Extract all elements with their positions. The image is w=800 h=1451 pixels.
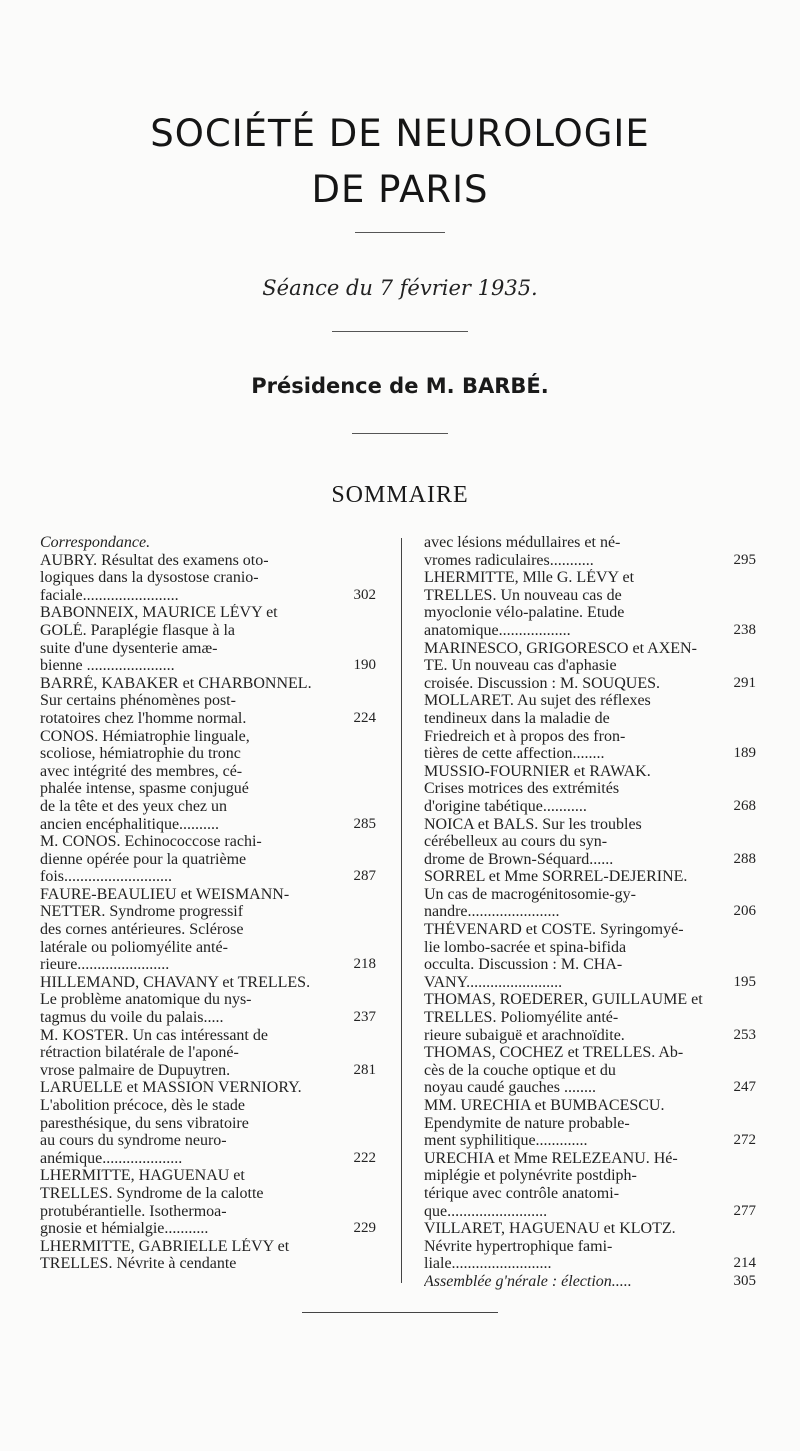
entry-line: LHERMITTE, HAGUENAU et xyxy=(40,1167,245,1185)
page-number: 218 xyxy=(353,956,376,973)
summary-left-column xyxy=(40,534,376,1273)
entry-line: ancien encéphalitique.......... xyxy=(40,815,220,833)
page-number: 229 xyxy=(353,1220,376,1237)
presidence-rule xyxy=(352,433,448,434)
entry-line: GOLÉ. Paraplégie flasque à la xyxy=(40,621,236,639)
entry-line: TRELLES. Poliomyélite anté- xyxy=(424,1009,619,1027)
entry-line: miplégie et polynévrite postdiph- xyxy=(424,1167,637,1185)
entry-line: M. KOSTER. Un cas intéressant de xyxy=(40,1026,268,1044)
entry-line: lie lombo-sacrée et spina-bifida xyxy=(424,938,627,956)
entry-line: rotatoires chez l'homme normal. xyxy=(40,709,247,727)
summary-entry xyxy=(40,833,376,886)
page-number: 272 xyxy=(733,1132,756,1149)
page-number: 268 xyxy=(733,797,756,814)
page-number: 214 xyxy=(733,1255,756,1272)
entry-line: M. CONOS. Echinococcose rachi- xyxy=(40,833,262,851)
entry-line: rétraction bilatérale de l'aponé- xyxy=(40,1044,239,1062)
summary-entry xyxy=(40,604,376,674)
entry-line: tières de cette affection........ xyxy=(424,745,605,763)
entry-line: FAURE-BEAULIEU et WEISMANN- xyxy=(40,885,290,903)
page-number: 253 xyxy=(733,1026,756,1043)
entry-line: au cours du syndrome neuro- xyxy=(40,1132,227,1150)
entry-line: occulta. Discussion : M. CHA- xyxy=(424,956,623,974)
summary-right-column xyxy=(424,534,756,1291)
page-number: 238 xyxy=(733,621,756,638)
summary-entry xyxy=(40,974,376,1027)
entry-line: Un cas de macrogénitosomie-gy- xyxy=(424,885,636,903)
page-number: 195 xyxy=(733,973,756,990)
entry-line: anémique.................... xyxy=(40,1149,183,1167)
summary-entry xyxy=(40,1238,376,1273)
summary-entry xyxy=(40,728,376,834)
summary-entry xyxy=(424,640,756,693)
entry-line: Correspondance. xyxy=(40,534,151,551)
entry-line: latérale ou poliomyélite anté- xyxy=(40,938,228,956)
entry-line: TE. Un nouveau cas d'aphasie xyxy=(424,657,617,675)
page-number: 287 xyxy=(353,868,376,885)
summary-entry xyxy=(424,1097,756,1150)
entry-line: cérébelleux au cours du syn- xyxy=(424,833,608,851)
entry-line: gnosie et hémialgie........... xyxy=(40,1220,209,1238)
presidence-line: Présidence de M. BARBÉ. xyxy=(251,374,549,398)
page-number: 247 xyxy=(733,1079,756,1096)
summary-entry xyxy=(424,1220,756,1273)
summary-entry xyxy=(40,675,376,728)
summary-entry xyxy=(424,692,756,762)
entry-line: MARINESCO, GRIGORESCO et AXEN- xyxy=(424,639,697,657)
entry-line: paresthésique, du sens vibratoire xyxy=(40,1114,249,1132)
page-number: 206 xyxy=(733,903,756,920)
entry-line: rieure subaiguë et arachnoïdite. xyxy=(424,1026,625,1044)
page-number: 305 xyxy=(733,1272,756,1289)
page-number: 190 xyxy=(353,657,376,674)
entry-line: dienne opérée pour la quatrième xyxy=(40,850,247,868)
entry-line: faciale........................ xyxy=(40,586,179,604)
bottom-rule xyxy=(302,1312,498,1313)
entry-line: THÉVENARD et COSTE. Syringomyé- xyxy=(424,921,684,939)
entry-line: térique avec contrôle anatomi- xyxy=(424,1184,620,1202)
entry-line: logiques dans la dysostose cranio- xyxy=(40,569,259,587)
page-number: 291 xyxy=(733,674,756,691)
entry-line: MM. URECHIA et BUMBACESCU. xyxy=(424,1097,665,1114)
entry-line: de la tête et des yeux chez un xyxy=(40,797,228,815)
entry-line: CONOS. Hémiatrophie linguale, xyxy=(40,727,250,745)
entry-line: croisée. Discussion : M. SOUQUES. xyxy=(424,674,660,692)
entry-line: nandre....................... xyxy=(424,903,560,921)
entry-line: Assemblée g'nérale : élection..... xyxy=(424,1272,632,1290)
summary-entry xyxy=(424,1150,756,1220)
summary-entry xyxy=(40,1167,376,1237)
entry-line: noyau caudé gauches ........ xyxy=(424,1079,596,1097)
summary-entry xyxy=(40,886,376,974)
society-title: SOCIÉTÉ DE NEUROLOGIE xyxy=(150,112,650,155)
entry-line: LHERMITTE, Mlle G. LÉVY et xyxy=(424,569,635,587)
date-rule xyxy=(332,331,468,332)
entry-line: suite d'une dysenterie amæ- xyxy=(40,639,218,657)
page-number: 224 xyxy=(353,709,376,726)
entry-line: NETTER. Syndrome progressif xyxy=(40,903,244,921)
page-number: 302 xyxy=(353,586,376,603)
entry-line: fois........................... xyxy=(40,868,172,886)
page-number: 277 xyxy=(733,1202,756,1219)
entry-line: TRELLES. Syndrome de la calotte xyxy=(40,1184,264,1202)
entry-line: THOMAS, ROEDERER, GUILLAUME et xyxy=(424,991,703,1009)
society-title-city: DE PARIS xyxy=(311,168,489,211)
entry-line: BABONNEIX, MAURICE LÉVY et xyxy=(40,604,278,622)
entry-line: phalée intense, spasme conjugué xyxy=(40,780,249,798)
entry-line: SORREL et Mme SORREL-DEJERINE. xyxy=(424,868,688,886)
summary-entry xyxy=(424,1044,756,1097)
entry-line: que......................... xyxy=(424,1202,548,1220)
page-number: 281 xyxy=(353,1061,376,1078)
entry-line: rieure....................... xyxy=(40,956,170,974)
entry-line: L'abolition précoce, dès le stade xyxy=(40,1097,246,1114)
entry-line: Friedreich et à propos des fron- xyxy=(424,727,626,745)
entry-line: Le problème anatomique du nys- xyxy=(40,991,252,1009)
entry-line: vromes radiculaires........... xyxy=(424,551,594,569)
entry-line: THOMAS, COCHEZ et TRELLES. Ab- xyxy=(424,1044,684,1062)
entry-line: LHERMITTE, GABRIELLE LÉVY et xyxy=(40,1237,290,1255)
entry-line: BARRÉ, KABAKER et CHARBONNEL. xyxy=(40,674,312,692)
entry-line: des cornes antérieures. Sclérose xyxy=(40,921,244,939)
page-number: 189 xyxy=(733,745,756,762)
entry-line: avec lésions médullaires et né- xyxy=(424,534,621,551)
summary-entry xyxy=(424,763,756,816)
entry-line: anatomique.................. xyxy=(424,621,571,639)
entry-line: cès de la couche optique et du xyxy=(424,1061,616,1079)
entry-line: VANY........................ xyxy=(424,973,563,991)
entry-line: VILLARET, HAGUENAU et KLOTZ. xyxy=(424,1220,676,1238)
page-number: 285 xyxy=(353,815,376,832)
summary-entry xyxy=(40,1027,376,1080)
entry-line: tagmus du voile du palais..... xyxy=(40,1009,224,1027)
column-divider xyxy=(401,538,402,1283)
entry-line: MUSSIO-FOURNIER et RAWAK. xyxy=(424,762,651,780)
title-rule xyxy=(355,232,445,233)
entry-line: ment syphilitique............. xyxy=(424,1132,588,1150)
sommaire-heading: SOMMAIRE xyxy=(331,482,469,508)
summary-entry xyxy=(424,921,756,991)
page-number: 295 xyxy=(733,551,756,568)
entry-line: MOLLARET. Au sujet des réflexes xyxy=(424,692,651,710)
summary-entry xyxy=(424,868,756,921)
entry-line: d'origine tabétique........... xyxy=(424,797,587,815)
summary-entry xyxy=(40,1079,376,1167)
summary-entry xyxy=(424,534,756,569)
entry-line: Ependymite de nature probable- xyxy=(424,1114,630,1132)
entry-line: Sur certains phénomènes post- xyxy=(40,692,236,710)
summary-entry xyxy=(424,569,756,639)
entry-line: NOICA et BALS. Sur les troubles xyxy=(424,815,642,833)
entry-line: liale......................... xyxy=(424,1255,552,1273)
summary-entry xyxy=(424,1273,756,1291)
page-number: 288 xyxy=(733,850,756,867)
summary-entry xyxy=(424,991,756,1044)
entry-line: AUBRY. Résultat des examens oto- xyxy=(40,551,269,569)
summary-entry xyxy=(40,534,376,552)
entry-line: scoliose, hémiatrophie du tronc xyxy=(40,745,241,763)
page-number: 222 xyxy=(353,1149,376,1166)
entry-line: URECHIA et Mme RELEZEANU. Hé- xyxy=(424,1149,678,1167)
entry-line: Crises motrices des extrémités xyxy=(424,780,620,798)
entry-line: drome de Brown-Séquard...... xyxy=(424,850,614,868)
summary-entry xyxy=(40,552,376,605)
entry-line: vrose palmaire de Dupuytren. xyxy=(40,1061,231,1079)
page-number: 237 xyxy=(353,1009,376,1026)
entry-line: protubérantielle. Isothermoa- xyxy=(40,1202,227,1220)
entry-line: LARUELLE et MASSION VERNIORY. xyxy=(40,1079,302,1097)
entry-line: myoclonie vélo-palatine. Etude xyxy=(424,604,625,622)
entry-line: Névrite hypertrophique fami- xyxy=(424,1237,613,1255)
seance-date: Séance du 7 février 1935. xyxy=(262,276,538,300)
entry-line: HILLEMAND, CHAVANY et TRELLES. xyxy=(40,973,311,991)
entry-line: TRELLES. Névrite à cendante xyxy=(40,1255,237,1273)
entry-line: bienne ...................... xyxy=(40,657,175,675)
entry-line: TRELLES. Un nouveau cas de xyxy=(424,586,622,604)
summary-entry xyxy=(424,816,756,869)
entry-line: tendineux dans la maladie de xyxy=(424,709,610,727)
entry-line: avec intégrité des membres, cé- xyxy=(40,762,243,780)
